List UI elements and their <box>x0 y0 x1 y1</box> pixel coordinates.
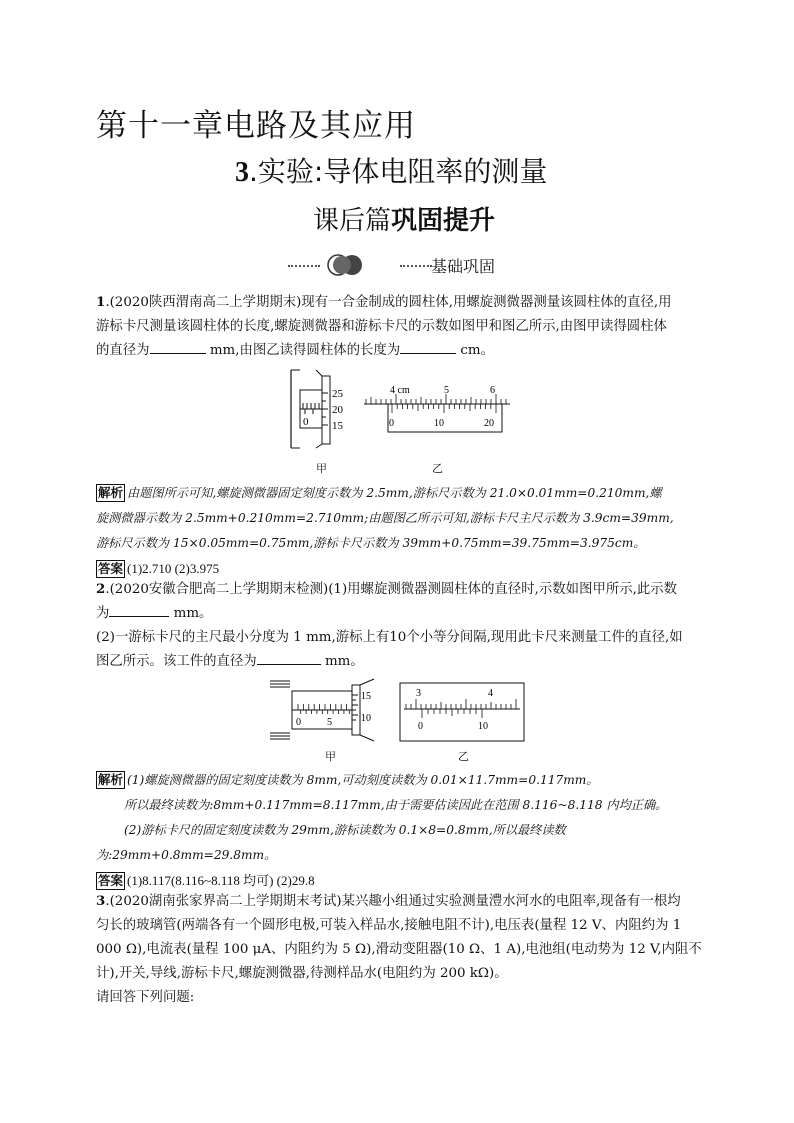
analysis-tag: 解析 <box>98 485 124 500</box>
q2-text1: (1)用螺旋测微器测圆柱体的直径时,示数如图甲所示,此示数 <box>328 582 678 597</box>
sol1-line2: 旋测微器示数为 2.5mm+0.210mm=2.710mm;由题图乙所示可知,游标卡尺主尺示数为 3.9cm=39mm, <box>96 511 674 525</box>
analysis-tag: 解析 <box>98 772 124 787</box>
answer-blank[interactable] <box>257 652 321 665</box>
section-title-text: .实验:导体电阻率的测量 <box>249 155 548 188</box>
caliper-main-ticks <box>406 699 516 709</box>
subtitle-normal: 课后篇 <box>313 206 392 236</box>
q3-line4: 计),开关,导线,游标卡尺,螺旋测微器,待测样品水(电阻约为 200 kΩ)。 <box>96 966 508 981</box>
micrometer-sleeve-ticks <box>298 704 352 714</box>
caliper-vernier-label: 20 <box>484 418 494 429</box>
banner-circles-icon <box>324 252 368 278</box>
sol2-text1: (1)螺旋测微器的固定刻度读数为 8mm,可动刻度读数为 0.01×11.7mm=0.117mm。 <box>127 773 599 787</box>
sol2-line1 <box>96 768 716 793</box>
q1-text1: 现有一合金制成的圆柱体,用螺旋测微器测量该圆柱体的直径,用 <box>301 295 672 310</box>
q2-text4b: mm。 <box>320 654 364 669</box>
subtitle-bold: 巩固提升 <box>391 206 496 236</box>
caliper-main-label: 3 <box>416 688 421 699</box>
solution-1 <box>96 481 716 582</box>
question-3 <box>96 889 708 1010</box>
q1-line1 <box>96 290 708 315</box>
caliper-figure-2 <box>398 681 526 743</box>
q3-number: 3 <box>96 893 106 909</box>
section-number: 3 <box>235 157 249 188</box>
micrometer-figure-1 <box>286 368 356 450</box>
sol1-line1 <box>96 481 716 506</box>
answer-tag: 答案 <box>98 873 124 888</box>
q2-text2b: mm。 <box>169 606 213 621</box>
answer-blank[interactable] <box>109 604 169 617</box>
q2-number: 2 <box>96 581 106 597</box>
sol2-answer-text: (1)8.117(8.116~8.118 均可) (2)29.8 <box>127 873 315 888</box>
question-1 <box>96 290 708 363</box>
q3-line5: 请回答下列问题: <box>96 990 195 1005</box>
q2-line4 <box>96 650 708 674</box>
subtitle <box>313 200 495 237</box>
micrometer-figure-2 <box>266 677 386 743</box>
caliper-main-label: 6 <box>490 385 495 396</box>
q1-source: .(2020陕西渭南高二上学期期末) <box>105 295 302 310</box>
q3-line2: 匀长的玻璃管(两端各有一个圆形电极,可装入样品水,接触电阻不计),电压表(量程 12 V、内阻约为 1 <box>96 918 682 933</box>
micrometer-tick-label: 20 <box>332 404 343 416</box>
caliper-main-ticks <box>366 394 506 404</box>
caliper-vernier-label: 10 <box>434 418 444 429</box>
figure-label-jia: 甲 <box>316 462 327 475</box>
micrometer-zero-label: 0 <box>303 416 309 428</box>
caliper-vernier-label: 10 <box>478 721 488 732</box>
caliper-vernier-label: 0 <box>418 721 423 732</box>
q2-text4a: 图乙所示。该工件的直径为 <box>96 654 257 669</box>
q3-text1: 某兴趣小组通过实验测量澧水河水的电阻率,现备有一根均 <box>341 894 681 909</box>
caliper-vernier-ticks <box>422 709 482 718</box>
caliper-main-label: 4 cm <box>390 385 410 396</box>
micrometer-sleeve-label: 0 <box>296 717 301 728</box>
q1-text3c: cm。 <box>456 343 495 358</box>
figure-label-jia: 甲 <box>325 750 336 763</box>
solution-2 <box>96 768 716 894</box>
figure-label-yi: 乙 <box>432 462 443 475</box>
banner-dots-left <box>288 265 320 267</box>
q2-line2 <box>96 602 708 626</box>
sol2-line3: (2)游标卡尺的固定刻度读数为 29mm,游标读数为 0.1×8=0.8mm,所以最终读数 <box>124 823 566 837</box>
q2-line1 <box>96 577 708 602</box>
q1-line3 <box>96 339 708 363</box>
q2-text2a: 为 <box>96 606 110 621</box>
section-banner <box>288 252 518 278</box>
caliper-vernier-ticks <box>392 404 496 413</box>
micrometer-tick-label: 25 <box>332 388 343 400</box>
answer-blank[interactable] <box>150 341 206 354</box>
sol2-line2: 所以最终读数为:8mm+0.117mm=8.117mm,由于需要估读因此在范围 8.116~8.118 内均正确。 <box>124 798 668 812</box>
micrometer-sleeve-label: 5 <box>327 717 332 728</box>
q1-number: 1 <box>96 294 106 310</box>
sol1-text1: 由题图所示可知,螺旋测微器固定刻度示数为 2.5mm,游标尺示数为 21.0×0.01mm=0.210mm,螺 <box>127 486 662 500</box>
micrometer-tick-label: 15 <box>332 420 343 432</box>
caliper-vernier-label: 0 <box>389 418 394 429</box>
q2-source: .(2020安徽合肥高二上学期期末检测) <box>105 582 329 597</box>
banner-dots-right <box>400 265 432 267</box>
banner-label: 基础巩固 <box>431 257 496 276</box>
q1-text3b: mm,由图乙读得圆柱体的长度为 <box>205 343 401 358</box>
caliper-figure-1 <box>362 382 512 436</box>
section-title <box>235 150 547 190</box>
answer-tag: 答案 <box>98 561 124 576</box>
q1-line2: 游标卡尺测量该圆柱体的长度,螺旋测微器和游标卡尺的示数如图甲和图乙所示,由图甲读得圆柱体 <box>96 319 667 334</box>
sol1-answer-text: (1)2.710 (2)3.975 <box>127 561 220 576</box>
question-2 <box>96 577 708 674</box>
sol2-line4: 为:29mm+0.8mm=29.8mm。 <box>96 848 277 862</box>
micrometer-thimble-label: 10 <box>361 713 371 724</box>
chapter-title: 第十一章电路及其应用 <box>96 108 416 144</box>
figure-label-yi: 乙 <box>458 750 469 763</box>
sol1-line3: 游标尺示数为 15×0.05mm=0.75mm,游标卡尺示数为 39mm+0.75mm=39.75mm=3.975cm。 <box>96 536 646 550</box>
caliper-main-label: 5 <box>444 385 449 396</box>
q1-text3a: 的直径为 <box>96 343 150 358</box>
q3-line3: 000 Ω),电流表(量程 100 μA、内阻约为 5 Ω),滑动变阻器(10 Ω、1 A),电池组(电动势为 12 V,内阻不 <box>96 942 702 957</box>
q2-line3: (2)一游标卡尺的主尺最小分度为 1 mm,游标上有10个小等分间隔,现用此卡尺来测量工件的直径,如 <box>96 630 683 645</box>
q3-source: .(2020湖南张家界高二上学期期末考试) <box>105 894 342 909</box>
q3-line1 <box>96 889 708 914</box>
caliper-main-label: 4 <box>488 688 493 699</box>
micrometer-thimble-label: 15 <box>361 691 371 702</box>
answer-blank[interactable] <box>400 341 456 354</box>
